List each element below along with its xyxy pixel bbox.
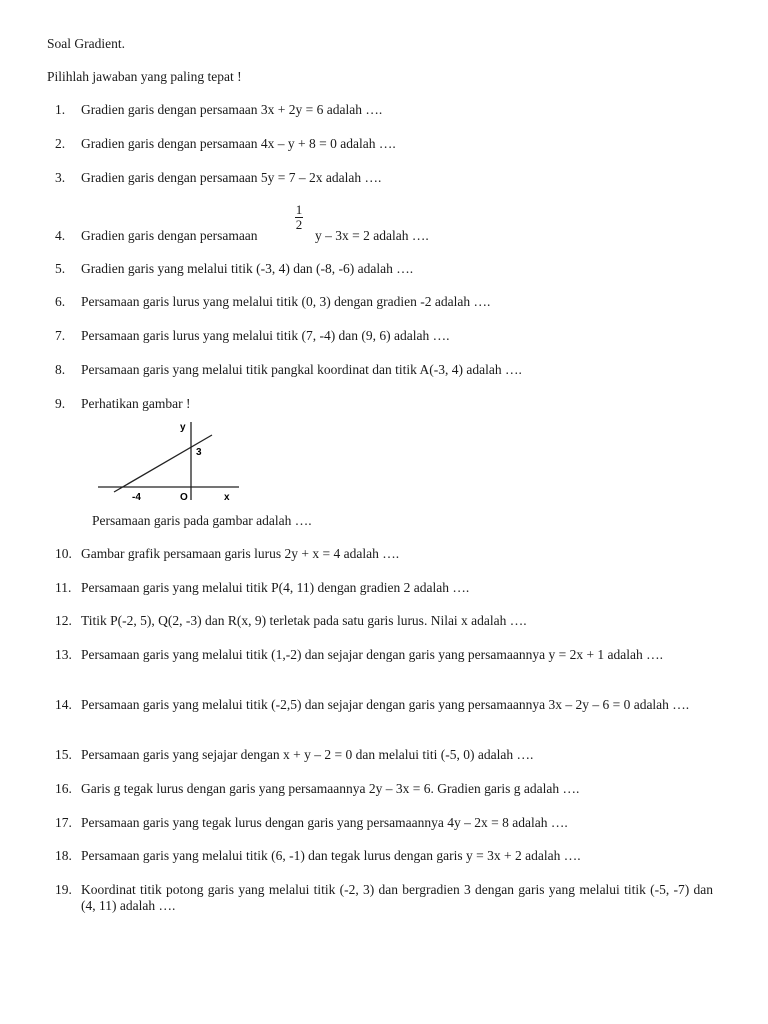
x-axis-label: x (224, 492, 230, 502)
question-number: 4. (55, 228, 66, 243)
question-text: Gradien garis dengan persamaan 3x + 2y = 6 adalah …. (81, 102, 383, 117)
fraction-one-half (295, 203, 303, 232)
question-text: Persamaan garis yang tegak lurus dengan garis yang persamaannya 4y – 2x = 8 adalah …. (81, 815, 568, 830)
question-number: 7. (55, 328, 66, 343)
question-text: Gradien garis dengan persamaan 5y = 7 – 2x adalah …. (81, 170, 382, 185)
question-text-before: Gradien garis dengan persamaan (81, 228, 258, 243)
question-text: Titik P(-2, 5), Q(2, -3) dan R(x, 9) terletak pada satu garis lurus. Nilai x adalah …. (81, 613, 527, 628)
graph-line (114, 435, 212, 492)
question-number: 9. (55, 396, 66, 411)
line-graph-figure (96, 420, 241, 502)
y-intercept-label: 3 (196, 447, 202, 458)
question-number: 11. (55, 580, 72, 595)
worksheet-title: Soal Gradient. (47, 36, 125, 51)
question-number: 13. (55, 647, 72, 662)
question-text: Gradien garis dengan persamaan 4x – y + 8 = 0 adalah …. (81, 136, 396, 151)
question-number: 19. (55, 882, 72, 897)
question-number: 14. (55, 697, 72, 712)
question-text: Persamaan garis yang melalui titik pangkal koordinat dan titik A(-3, 4) adalah …. (81, 362, 522, 377)
question-text: Persamaan garis lurus yang melalui titik (7, -4) dan (9, 6) adalah …. (81, 328, 450, 343)
question-number: 3. (55, 170, 66, 185)
question-text: Persamaan garis yang melalui titik (1,-2) dan sejajar dengan garis yang persamaannya y = 2x + 1 adalah …. (81, 647, 664, 662)
question-number: 5. (55, 261, 66, 276)
question-number: 17. (55, 815, 72, 830)
fraction-numerator: 1 (295, 202, 303, 217)
question-text-after: y – 3x = 2 adalah …. (315, 228, 429, 243)
x-intercept-label: -4 (132, 492, 141, 502)
question-number: 16. (55, 781, 72, 796)
question-text: Gradien garis yang melalui titik (-3, 4) dan (-8, -6) adalah …. (81, 261, 414, 276)
origin-label: O (180, 492, 188, 502)
question-number: 15. (55, 747, 72, 762)
question-text: Koordinat titik potong garis yang melalui titik (-2, 3) dan bergradien 3 dengan garis yang melalui titik (-5, -7) dan (4, 11) adalah …. (81, 882, 713, 913)
question-text: Perhatikan gambar ! (81, 396, 191, 411)
question-number: 10. (55, 546, 72, 561)
figure-caption: Persamaan garis pada gambar adalah …. (92, 513, 312, 528)
question-text: Persamaan garis yang melalui titik (6, -1) dan tegak lurus dengan garis y = 3x + 2 adalah …. (81, 848, 581, 863)
question-number: 1. (55, 102, 66, 117)
fraction-denominator: 2 (295, 217, 303, 232)
question-text: Gambar grafik persamaan garis lurus 2y + x = 4 adalah …. (81, 546, 400, 561)
question-text: Garis g tegak lurus dengan garis yang persamaannya 2y – 3x = 6. Gradien garis g adalah …. (81, 781, 580, 796)
question-text: Persamaan garis lurus yang melalui titik (0, 3) dengan gradien -2 adalah …. (81, 294, 491, 309)
question-text: Persamaan garis yang sejajar dengan x + y – 2 = 0 dan melalui titi (-5, 0) adalah …. (81, 747, 534, 762)
question-number: 6. (55, 294, 66, 309)
y-axis-label: y (180, 422, 186, 433)
question-number: 12. (55, 613, 72, 628)
question-number: 2. (55, 136, 66, 151)
worksheet-instruction: Pilihlah jawaban yang paling tepat ! (47, 69, 242, 84)
question-number: 8. (55, 362, 66, 377)
question-text: Persamaan garis yang melalui titik (-2,5) dan sejajar dengan garis yang persamaannya 3x – 2y – 6 = 0 adalah …. (81, 697, 690, 712)
question-number: 18. (55, 848, 72, 863)
question-text: Persamaan garis yang melalui titik P(4, 11) dengan gradien 2 adalah …. (81, 580, 470, 595)
